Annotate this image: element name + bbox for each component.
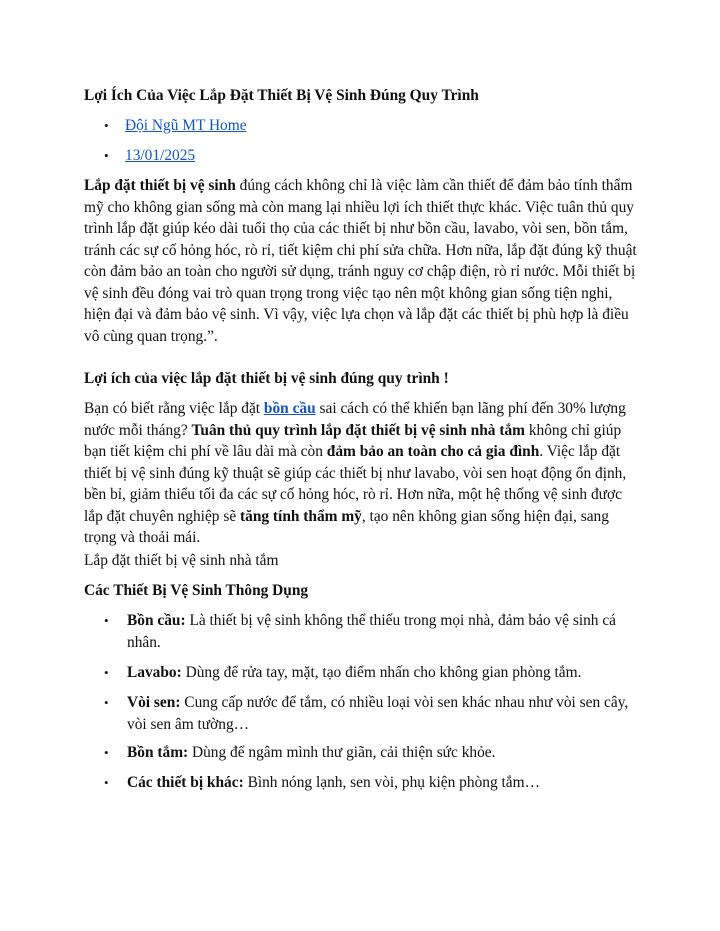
list-item [84, 610, 644, 662]
benefits-text-d: . Việc lắp đặt thiết bị vệ sinh đúng kỹ thuật sẽ giúp các thiết bị như lavabo, vòi sen hoạt động ổn định, bền bỉ, giảm thiểu tối đa các sự cố hỏng hóc, rò rỉ. Hơn nữa, một hệ thống vệ sinh được lắp đặt chuyên nghiệp sẽ [84, 443, 627, 525]
bullet-icon: • [104, 118, 109, 133]
benefits-bold-3: tăng tính thẩm mỹ [240, 507, 362, 525]
bullet-icon: • [104, 665, 109, 680]
item-desc: Dùng để rửa tay, mặt, tạo điểm nhấn cho không gian phòng tắm. [181, 664, 582, 681]
benefits-paragraph [84, 398, 640, 549]
date-item [84, 145, 644, 175]
benefits-bold-1: Tuân thủ quy trình lắp đặt thiết bị vệ sinh nhà tắm [191, 421, 525, 439]
list-item [84, 772, 644, 802]
list-item [84, 692, 644, 742]
list-item [84, 742, 644, 772]
fixtures-list [84, 610, 644, 802]
benefits-text-e: , tạo nên không gian sống hiện đại, sang trọng và thoải mái. [84, 507, 609, 546]
bullet-icon: • [104, 695, 109, 710]
item-desc: Bình nóng lạnh, sen vòi, phụ kiện phòng tắm… [243, 774, 540, 791]
benefits-text-c: không chỉ giúp bạn tiết kiệm chi phí về lâu dài mà còn [84, 421, 622, 460]
intro-text: đúng cách không chỉ là việc làm cần thiết để đảm bảo tính thẩm mỹ cho không gian sống mà còn mang lại nhiều lợi ích thiết thực khác. Việc tuân thủ quy trình lắp đặt giúp kéo dài tuổi thọ của các thiết bị như bồn cầu, lavabo, vòi sen, bồn tắm, tránh các sự cố hỏng hóc, rò rỉ, tiết kiệm chi phí sửa chữa. Hơn nữa, lắp đặt đúng kỹ thuật còn đảm bảo an toàn cho người sử dụng, tránh nguy cơ chập điện, rò rỉ nước. Mỗi thiết bị vệ sinh đều đóng vai trò quan trọng trong việc tạo nên một không gian sống tiện nghi, hiện đại và đảm bảo vệ sinh. Vì vậy, việc lựa chọn và lắp đặt các thiết bị phù hợp là điều vô cùng quan trọng.”. [84, 177, 637, 345]
section-heading-benefits: Lợi ích của việc lắp đặt thiết bị vệ sinh đúng quy trình ! [84, 370, 449, 387]
image-caption: Lắp đặt thiết bị vệ sinh nhà tắm [84, 552, 279, 569]
date-link[interactable]: 13/01/2025 [125, 147, 196, 164]
item-term: Bồn tắm: [127, 744, 189, 761]
item-desc: Cung cấp nước để tắm, có nhiều loại vòi sen khác nhau như vòi sen cây, vòi sen âm tường… [127, 694, 629, 733]
benefits-text-b: sai cách có thể khiến bạn lãng phí đến 30% lượng nước mỗi tháng? [84, 400, 626, 439]
bon-cau-link[interactable]: bồn cầu [263, 400, 316, 417]
intro-paragraph [84, 175, 640, 347]
item-term: Vòi sen: [127, 694, 181, 711]
item-desc: Dùng để ngâm mình thư giãn, cải thiện sức khỏe. [188, 744, 496, 761]
section-heading-fixtures: Các Thiết Bị Vệ Sinh Thông Dụng [84, 582, 309, 599]
post-meta-list [84, 115, 644, 175]
author-link[interactable]: Đội Ngũ MT Home [125, 117, 247, 134]
benefits-bold-2: đảm bảo an toàn cho cả gia đình [326, 443, 540, 460]
bullet-icon: • [104, 148, 109, 163]
intro-bold-lead: Lắp đặt thiết bị vệ sinh [84, 177, 236, 194]
item-desc: Là thiết bị vệ sinh không thể thiếu trong mọi nhà, đảm bảo vệ sinh cá nhân. [127, 612, 617, 651]
page-title: Lợi Ích Của Việc Lắp Đặt Thiết Bị Vệ Sinh Đúng Quy Trình [84, 87, 479, 104]
author-item [84, 115, 644, 145]
item-term: Lavabo: [127, 664, 182, 681]
item-term: Bồn cầu: [127, 612, 186, 629]
list-item [84, 662, 644, 692]
bullet-icon: • [104, 613, 109, 628]
bullet-icon: • [104, 775, 109, 790]
item-term: Các thiết bị khác: [127, 774, 244, 791]
benefits-text-a: Bạn có biết rằng việc lắp đặt [84, 400, 264, 417]
bullet-icon: • [104, 745, 109, 760]
